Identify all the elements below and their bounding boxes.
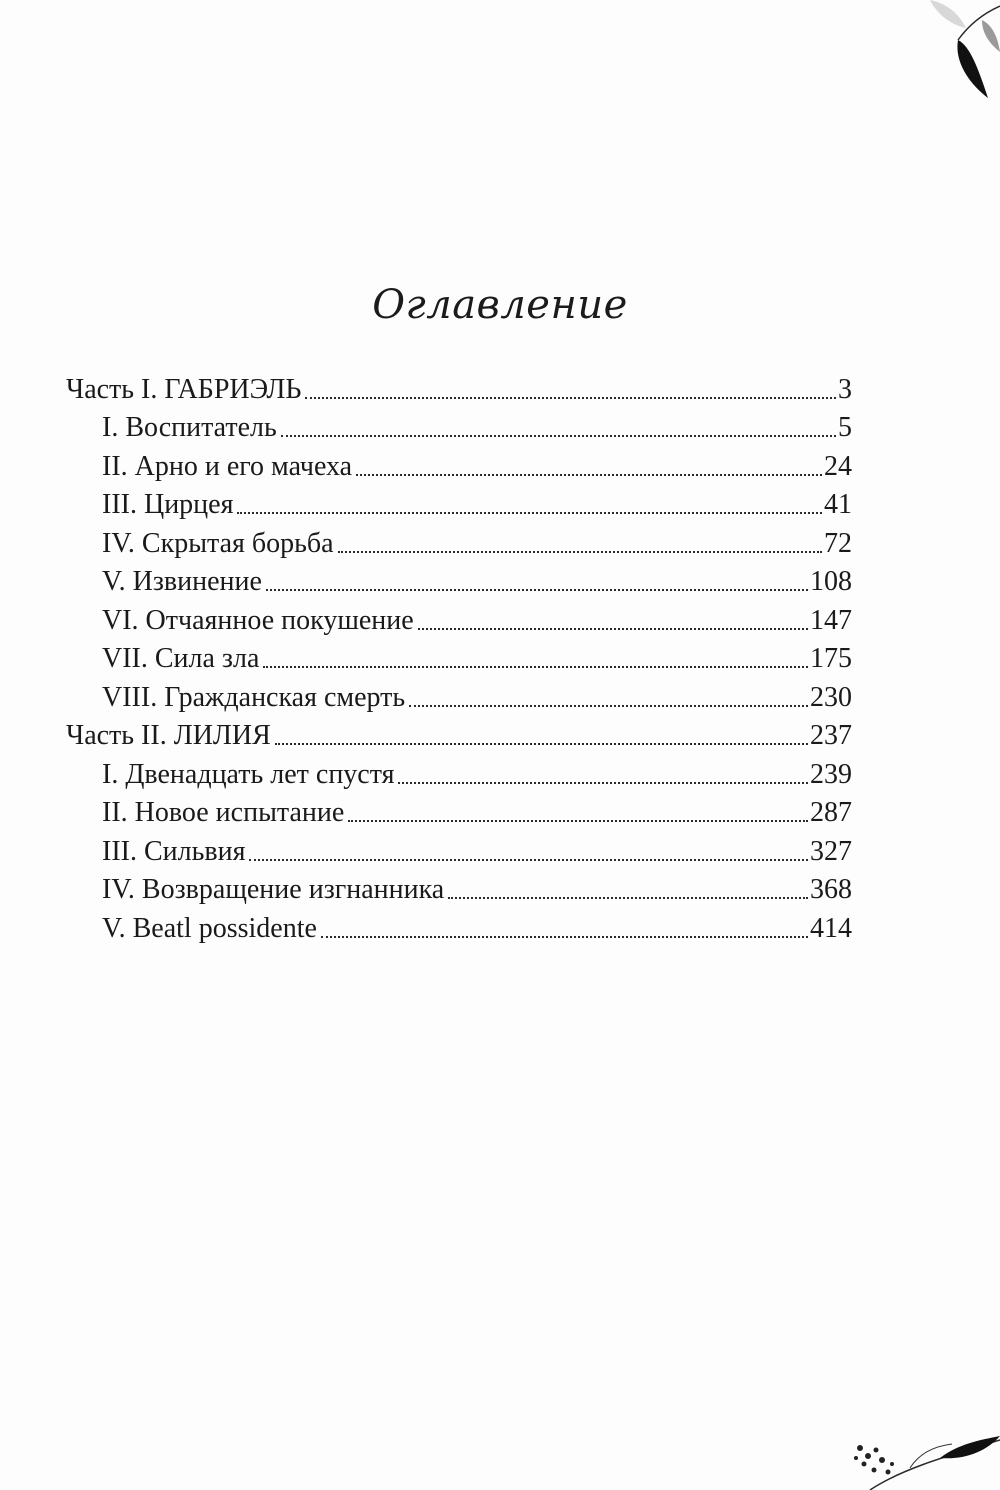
toc-title: Оглавление [372, 282, 628, 328]
toc-page-number: 327 [810, 835, 852, 867]
toc-dot-leader [409, 705, 808, 707]
toc-page-number: 3 [838, 373, 852, 405]
toc-entry-label: VII. Сила зла [102, 643, 260, 674]
toc-entry-label: III. Цирцея [102, 489, 234, 520]
toc-page-number: 5 [838, 412, 852, 443]
toc-entry-label: IV. Скрытая борьба [102, 527, 334, 559]
toc-entry-label: Часть II. ЛИЛИЯ [66, 720, 271, 751]
toc-page-number: 41 [824, 489, 852, 520]
toc-part-row[interactable] [66, 713, 852, 752]
toc-page-number: 239 [810, 758, 852, 790]
toc-page-number: 230 [810, 681, 852, 713]
toc-entry-label: VI. Отчаянное покушение [102, 604, 414, 636]
toc-chapter-row[interactable] [66, 867, 852, 906]
toc-chapter-row[interactable] [66, 828, 852, 867]
toc-chapter-row[interactable] [66, 443, 852, 482]
toc-dot-leader [398, 782, 808, 784]
toc-dot-leader [237, 512, 822, 514]
toc-chapter-row[interactable] [66, 905, 852, 944]
toc-entry-label: Часть I. ГАБРИЭЛЬ [66, 373, 302, 405]
toc-chapter-row[interactable] [66, 751, 852, 790]
toc-entry-label: III. Сильвия [102, 835, 246, 867]
toc-dot-leader [321, 936, 808, 938]
toc-chapter-row[interactable] [66, 520, 852, 559]
toc-dot-leader [338, 551, 822, 553]
toc-entry-label: II. Новое испытание [102, 797, 345, 828]
toc-page-number: 287 [810, 797, 852, 828]
toc-entry-label: I. Двенадцать лет спустя [102, 758, 395, 790]
table-of-contents [66, 366, 852, 944]
toc-dot-leader [305, 397, 836, 399]
toc-chapter-row[interactable] [66, 790, 852, 829]
toc-dot-leader [275, 743, 808, 745]
toc-dot-leader [348, 820, 808, 822]
toc-chapter-row[interactable] [66, 636, 852, 675]
toc-page-number: 147 [810, 604, 852, 636]
toc-page-number: 368 [810, 874, 852, 905]
toc-chapter-row[interactable] [66, 405, 852, 444]
toc-chapter-row[interactable] [66, 559, 852, 598]
toc-part-row[interactable] [66, 366, 852, 405]
toc-dot-leader [356, 474, 822, 476]
toc-entry-label: IV. Возвращение изгнанника [102, 874, 445, 905]
toc-page-number: 24 [824, 450, 852, 482]
toc-entry-label: I. Воспитатель [102, 412, 277, 443]
toc-page-number: 414 [810, 912, 852, 944]
flower-branch-icon [840, 1400, 1000, 1490]
toc-chapter-row[interactable] [66, 597, 852, 636]
toc-dot-leader [263, 666, 808, 668]
toc-dot-leader [281, 435, 836, 437]
toc-dot-leader [249, 859, 808, 861]
toc-page-number: 237 [810, 720, 852, 751]
toc-entry-label: II. Арно и его мачеха [102, 450, 353, 482]
toc-page-number: 175 [810, 643, 852, 674]
toc-dot-leader [418, 628, 808, 630]
toc-entry-label: VIII. Гражданская смерть [102, 681, 406, 713]
toc-entry-label: V. Извинение [102, 566, 262, 597]
toc-dot-leader [448, 897, 808, 899]
toc-chapter-row[interactable] [66, 482, 852, 521]
toc-page-number: 108 [810, 566, 852, 597]
toc-chapter-row[interactable] [66, 674, 852, 713]
toc-page-number: 72 [824, 527, 852, 559]
leaf-branch-icon [870, 0, 1000, 110]
toc-dot-leader [266, 589, 808, 591]
toc-entry-label: V. Beatl possidente [102, 912, 317, 944]
